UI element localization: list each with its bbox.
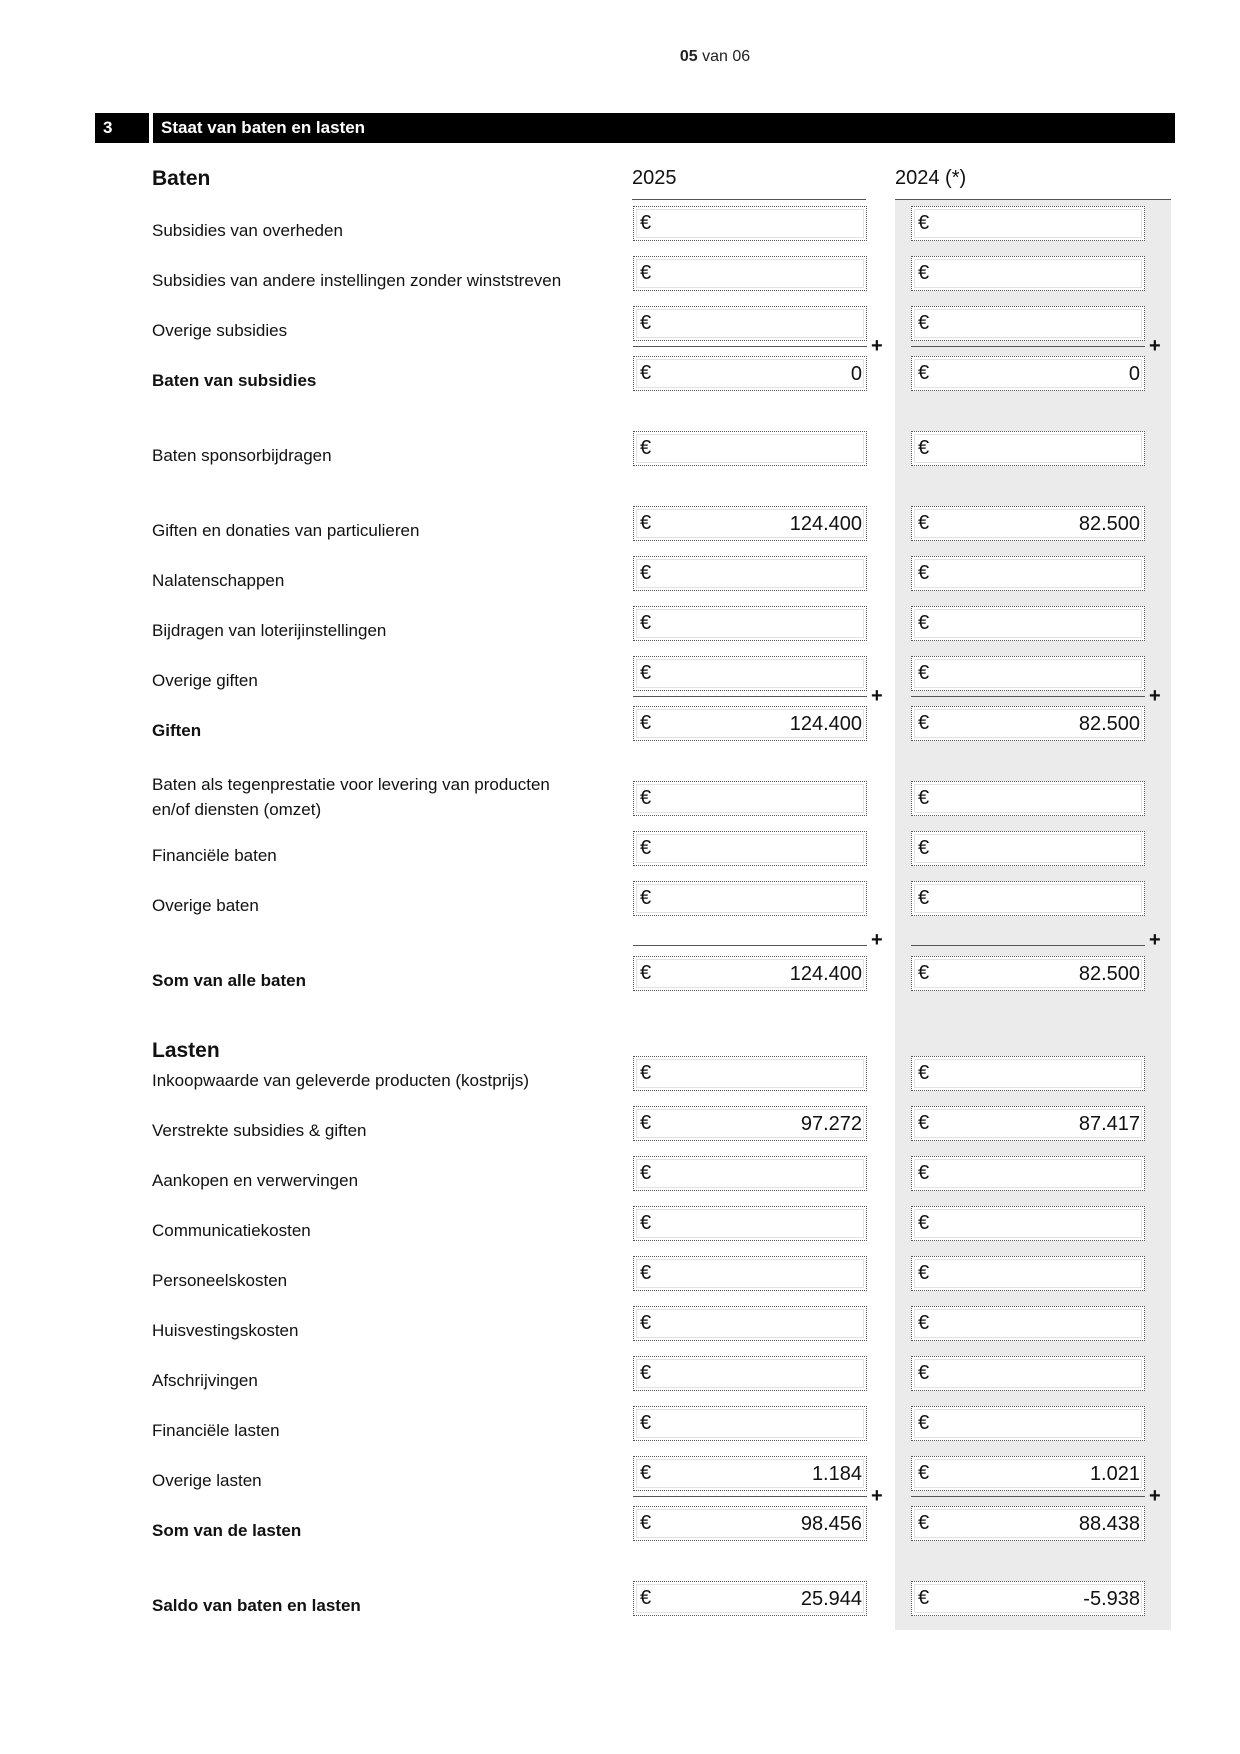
amount-2024-field[interactable] [911,1456,1145,1491]
row-label: Afschrijvingen [152,1371,258,1390]
amount-2025-field[interactable] [633,606,867,641]
row-label: Baten sponsorbijdragen [152,446,332,465]
euro-sign: € [918,1512,930,1534]
row-label: Baten van subsidies [152,371,317,390]
euro-sign: € [918,562,930,584]
amount-2024-field[interactable] [911,556,1145,591]
total-rule-2024 [911,945,1145,946]
euro-sign: € [640,1362,652,1384]
amount-2025-field[interactable] [633,656,867,691]
euro-sign: € [918,262,930,284]
subtotal-rule-2025 [633,1496,867,1497]
euro-sign: € [640,1062,652,1084]
field-value: 1.021 [1089,1463,1140,1485]
row-label: Overige lasten [152,1471,262,1490]
year-2024-rule [895,199,1171,200]
row-label: Subsidies van andere instellingen zonder winststreven [152,271,562,290]
field-value: 88.438 [1078,1513,1140,1535]
plus-sign-2024: + [1149,685,1161,707]
amount-2025-field[interactable] [633,431,867,466]
field-value: 82.500 [1078,963,1140,985]
subtotal-rule-2025 [633,696,867,697]
euro-sign: € [640,1587,652,1609]
amount-2024-field[interactable] [911,1306,1145,1341]
euro-sign: € [640,887,652,909]
subtotal-rule-2025 [633,346,867,347]
euro-sign: € [918,1162,930,1184]
euro-sign: € [918,1212,930,1234]
amount-2025-field[interactable] [633,1056,867,1091]
euro-sign: € [640,437,652,459]
amount-2025-field[interactable] [633,831,867,866]
field-value: 1.184 [811,1463,862,1485]
section-title: Staat van baten en lasten [153,113,1175,143]
total-rule-2025 [633,945,867,946]
euro-sign: € [640,837,652,859]
subtotal-rule-2024 [911,696,1145,697]
amount-2025-field[interactable] [633,256,867,291]
row-label: Bijdragen van loterijinstellingen [152,621,387,640]
euro-sign: € [918,1412,930,1434]
amount-2024-field[interactable] [911,306,1145,341]
field-value: 124.400 [789,713,862,735]
row-label: Verstrekte subsidies & giften [152,1121,367,1140]
amount-2025-field[interactable] [633,1306,867,1341]
amount-2025-field[interactable] [633,1581,867,1616]
amount-2025-field[interactable] [633,1256,867,1291]
amount-2024-field[interactable] [911,881,1145,916]
amount-2025-field[interactable] [633,1456,867,1491]
row-label: Subsidies van overheden [152,221,343,240]
euro-sign: € [640,1112,652,1134]
euro-sign: € [918,837,930,859]
euro-sign: € [918,1362,930,1384]
euro-sign: € [640,1262,652,1284]
amount-2024-field[interactable] [911,506,1145,541]
baten-heading: Baten [152,167,211,190]
amount-2024-field[interactable] [911,431,1145,466]
euro-sign: € [918,662,930,684]
euro-sign: € [640,612,652,634]
field-value: 82.500 [1078,513,1140,535]
row-label: Huisvestingskosten [152,1321,299,1340]
field-value: 0 [850,363,862,385]
euro-sign: € [918,512,930,534]
row-label: Som van de lasten [152,1521,302,1540]
amount-2024-field[interactable] [911,781,1145,816]
euro-sign: € [640,1312,652,1334]
euro-sign: € [918,1112,930,1134]
euro-sign: € [640,1462,652,1484]
amount-2024-field[interactable] [911,956,1145,991]
amount-2025-field[interactable] [633,1356,867,1391]
euro-sign: € [640,512,652,534]
row-label: Overige baten [152,896,259,915]
amount-2024-field[interactable] [911,1506,1145,1541]
euro-sign: € [918,212,930,234]
plus-sign-2025: + [871,685,883,707]
euro-sign: € [640,212,652,234]
section-number: 3 [95,113,149,143]
amount-2024-field[interactable] [911,1406,1145,1441]
amount-2025-field[interactable] [633,956,867,991]
amount-2024-field[interactable] [911,831,1145,866]
amount-2025-field[interactable] [633,306,867,341]
row-label: Financiële lasten [152,1421,280,1440]
euro-sign: € [640,362,652,384]
row-label: Nalatenschappen [152,571,285,590]
subtotal-rule-2024 [911,1496,1145,1497]
amount-2025-field[interactable] [633,506,867,541]
field-value: 87.417 [1078,1113,1140,1135]
field-value: 25.944 [800,1588,862,1610]
amount-2024-field[interactable] [911,656,1145,691]
row-label: Baten als tegenprestatie voor levering van producten en/of diensten (omzet) [152,775,550,819]
euro-sign: € [918,712,930,734]
amount-2025-field[interactable] [633,1206,867,1241]
euro-sign: € [918,1262,930,1284]
page-total: van 06 [702,48,751,65]
amount-2024-field[interactable] [911,206,1145,241]
year-2025-header: 2025 [632,167,677,189]
euro-sign: € [640,1212,652,1234]
euro-sign: € [918,1312,930,1334]
plus-sign-2024: + [1149,335,1161,357]
row-label: Financiële baten [152,846,277,865]
euro-sign: € [918,437,930,459]
field-value: 98.456 [800,1513,862,1535]
field-value: 97.272 [800,1113,862,1135]
amount-2024-field[interactable] [911,606,1145,641]
page-number [0,48,1240,66]
amount-2025-field[interactable] [633,881,867,916]
section-header [95,113,1175,143]
row-label: Saldo van baten en lasten [152,1596,361,1615]
plus-sign-2024: + [1149,929,1161,951]
euro-sign: € [640,712,652,734]
row-label: Communicatiekosten [152,1221,311,1240]
euro-sign: € [918,887,930,909]
amount-2025-field[interactable] [633,706,867,741]
field-value: 124.400 [789,513,862,535]
plus-sign-2025: + [871,335,883,357]
amount-2025-field[interactable] [633,1156,867,1191]
amount-2025-field[interactable] [633,556,867,591]
year-2025-rule [632,199,866,200]
row-label: Inkoopwaarde van geleverde producten (kostprijs) [152,1071,530,1090]
euro-sign: € [640,562,652,584]
amount-2024-field[interactable] [911,1356,1145,1391]
plus-sign-2025: + [871,929,883,951]
row-label: Overige giften [152,671,258,690]
euro-sign: € [918,362,930,384]
field-value: 124.400 [789,963,862,985]
amount-2024-field[interactable] [911,1256,1145,1291]
amount-2024-field[interactable] [911,706,1145,741]
amount-2025-field[interactable] [633,1406,867,1441]
amount-2025-field[interactable] [633,1506,867,1541]
plus-sign-2025: + [871,1485,883,1507]
lasten-heading: Lasten [152,1039,220,1062]
euro-sign: € [918,1587,930,1609]
amount-2024-field[interactable] [911,256,1145,291]
amount-2024-field[interactable] [911,1581,1145,1616]
amount-2025-field[interactable] [633,206,867,241]
amount-2025-field[interactable] [633,781,867,816]
subtotal-rule-2024 [911,346,1145,347]
row-label: Som van alle baten [152,971,306,990]
euro-sign: € [640,962,652,984]
row-label: Giften en donaties van particulieren [152,521,420,540]
amount-2024-field[interactable] [911,1156,1145,1191]
year-2024-header: 2024 (*) [895,167,967,189]
euro-sign: € [640,1162,652,1184]
row-label: Giften [152,721,202,740]
amount-2024-field[interactable] [911,1206,1145,1241]
euro-sign: € [918,1062,930,1084]
euro-sign: € [640,662,652,684]
amount-2024-field[interactable] [911,1106,1145,1141]
amount-2025-field[interactable] [633,356,867,391]
euro-sign: € [918,962,930,984]
field-value: -5.938 [1083,1588,1140,1610]
page-current: 05 [679,48,698,65]
euro-sign: € [640,787,652,809]
row-label: Overige subsidies [152,321,288,340]
euro-sign: € [640,262,652,284]
euro-sign: € [918,312,930,334]
plus-sign-2024: + [1149,1485,1161,1507]
euro-sign: € [640,1512,652,1534]
euro-sign: € [640,1412,652,1434]
euro-sign: € [640,312,652,334]
euro-sign: € [918,787,930,809]
amount-2024-field[interactable] [911,356,1145,391]
euro-sign: € [918,612,930,634]
field-value: 0 [1128,363,1140,385]
euro-sign: € [918,1462,930,1484]
field-value: 82.500 [1078,713,1140,735]
row-label: Aankopen en verwervingen [152,1171,359,1190]
amount-2024-field[interactable] [911,1056,1145,1091]
amount-2025-field[interactable] [633,1106,867,1141]
row-label: Personeelskosten [152,1271,288,1290]
